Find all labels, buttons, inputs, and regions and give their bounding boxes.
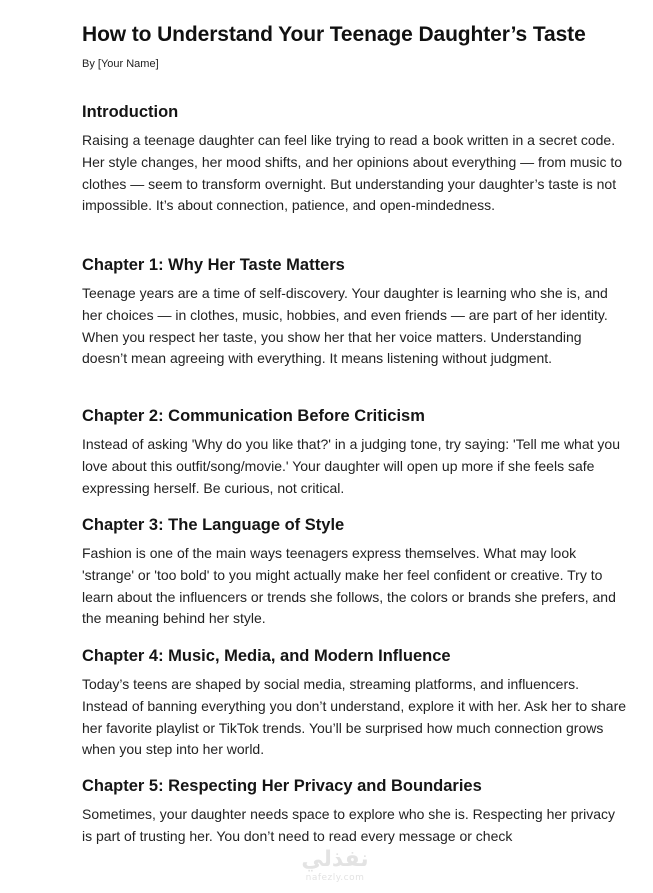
section-body: Teenage years are a time of self-discovery. Your daughter is learning who she is, and her choices — in clothes, music, hobbies, and even friends — are part of her identity. When you respect her taste, you show her that her voice matters. Understanding doesn’t mean agreeing with everything. It means listening without judgment. xyxy=(82,285,608,367)
document-page xyxy=(82,20,627,72)
section-chapter-2 xyxy=(82,405,627,499)
section-heading: Chapter 1: Why Her Taste Matters xyxy=(82,256,345,274)
section-heading: Introduction xyxy=(82,103,179,121)
watermark-url-text: nafezly.com xyxy=(305,873,365,883)
section-chapter-3 xyxy=(82,514,627,630)
section-heading: Chapter 3: The Language of Style xyxy=(82,516,345,534)
author-byline: By [Your Name] xyxy=(82,58,159,70)
watermark-logo xyxy=(285,847,385,883)
section-body: Fashion is one of the main ways teenagers express themselves. What may look 'strange' or 'too bold' to you might actually make her feel confident or creative. Try to learn about the influencers or trends she follows, the colors or brands she prefers, and the meaning behind her style. xyxy=(82,545,616,627)
section-chapter-5 xyxy=(82,775,627,848)
section-heading: Chapter 5: Respecting Her Privacy and Boundaries xyxy=(82,777,482,795)
section-introduction xyxy=(82,101,627,217)
section-heading: Chapter 4: Music, Media, and Modern Influence xyxy=(82,647,451,665)
watermark-arabic-text: نفذلي xyxy=(301,847,369,872)
section-heading: Chapter 2: Communication Before Criticism xyxy=(82,407,425,425)
section-chapter-1 xyxy=(82,254,627,370)
section-body: Sometimes, your daughter needs space to explore who she is. Respecting her privacy is part of trusting her. You don’t need to read every message or check xyxy=(82,806,616,844)
document-title: How to Understand Your Teenage Daughter’s Taste xyxy=(82,23,586,46)
section-body: Instead of asking 'Why do you like that?' in a judging tone, try saying: 'Tell me what you love about this outfit/song/movie.' Your daughter will open up more if she feels safe expressing herself. Be curious, not critical. xyxy=(82,436,620,496)
section-body: Today’s teens are shaped by social media, streaming platforms, and influencers. Instead of banning everything you don’t understand, explore it with her. Ask her to share her favorite playlist or TikTok trends. You’ll be surprised how much connection grows when you step into her world. xyxy=(82,676,627,758)
section-chapter-4 xyxy=(82,645,627,761)
section-body: Raising a teenage daughter can feel like trying to read a book written in a secret code. Her style changes, her mood shifts, and her opinions about everything — from music to clothes — seem to transform overnight. But understanding your daughter’s taste is not impossible. It’s about connection, patience, and open-mindedness. xyxy=(82,132,623,214)
